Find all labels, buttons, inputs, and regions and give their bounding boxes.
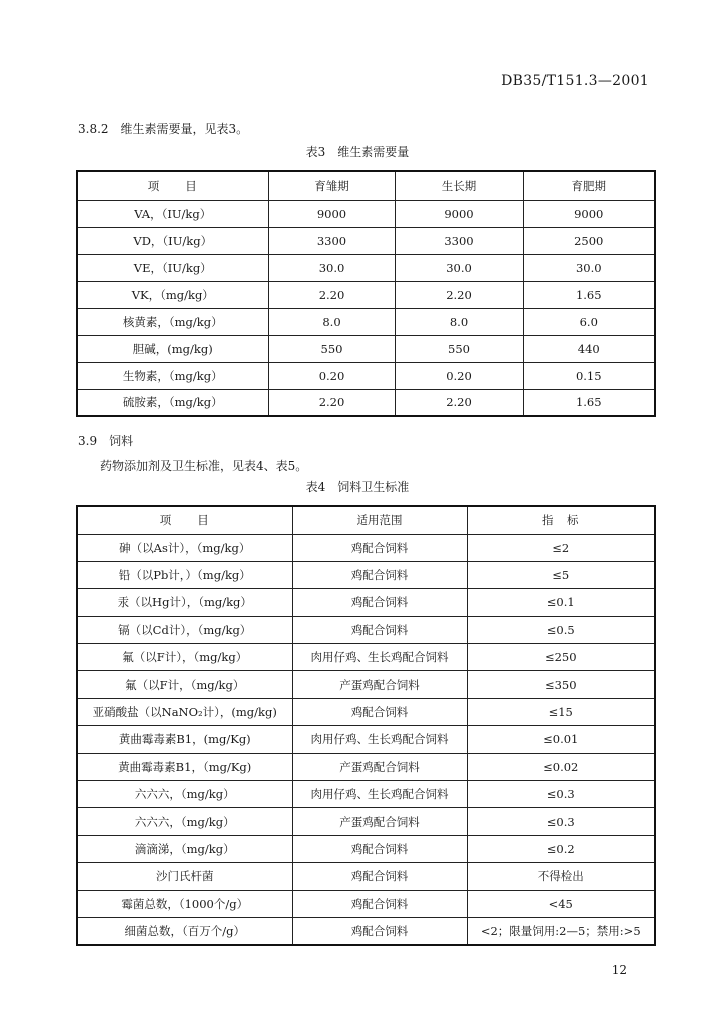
table3-header-item: 项 目 <box>77 171 268 200</box>
cell: 9000 <box>268 200 395 227</box>
table-row <box>77 698 655 725</box>
table3-header-brooding: 育雏期 <box>268 171 395 200</box>
cell: ≤0.3 <box>467 808 655 835</box>
cell: 鸡配合饲料 <box>292 835 467 862</box>
cell: 鸡配合饲料 <box>292 589 467 616</box>
cell: ≤0.3 <box>467 781 655 808</box>
page-number: 12 <box>611 963 627 977</box>
section-3-9-body: 药物添加剂及卫生标准，见表4、表5。 <box>100 459 308 473</box>
table-row <box>77 389 655 416</box>
table-row <box>77 890 655 917</box>
cell: ≤0.01 <box>467 726 655 753</box>
table-row <box>77 281 655 308</box>
cell: VE，（IU/kg） <box>77 254 268 281</box>
cell: 1.65 <box>523 389 655 416</box>
cell: 0.15 <box>523 362 655 389</box>
cell: 440 <box>523 335 655 362</box>
table-row <box>77 781 655 808</box>
cell: 3300 <box>268 227 395 254</box>
cell: 产蛋鸡配合饲料 <box>292 671 467 698</box>
cell: 镉（以Cd计），（mg/kg） <box>77 616 292 643</box>
cell: ≤0.5 <box>467 616 655 643</box>
cell: 鸡配合饲料 <box>292 863 467 890</box>
table-row <box>77 200 655 227</box>
cell: 1.65 <box>523 281 655 308</box>
cell: 30.0 <box>395 254 523 281</box>
cell: 细菌总数，（百万个/g） <box>77 917 292 944</box>
table3-header-fattening: 育肥期 <box>523 171 655 200</box>
cell: 550 <box>395 335 523 362</box>
cell: 0.20 <box>395 362 523 389</box>
cell: VA，（IU/kg） <box>77 200 268 227</box>
cell: 汞（以Hg计），（mg/kg） <box>77 589 292 616</box>
cell: ≤0.02 <box>467 753 655 780</box>
table-row <box>77 835 655 862</box>
cell: 六六六，（mg/kg） <box>77 781 292 808</box>
cell: ≤5 <box>467 561 655 588</box>
cell: 胆碱，(mg/kg) <box>77 335 268 362</box>
cell: 肉用仔鸡、生长鸡配合饲料 <box>292 726 467 753</box>
cell: 2.20 <box>268 281 395 308</box>
feed-hygiene-standard-table <box>76 505 656 946</box>
cell: <2；限量饲用:2—5；禁用:>5 <box>467 917 655 944</box>
cell: 鸡配合饲料 <box>292 534 467 561</box>
cell: 9000 <box>523 200 655 227</box>
document-code: DB35/T151.3—2001 <box>501 73 649 89</box>
table4-header-item: 项 目 <box>77 506 292 534</box>
cell: 霉菌总数，（1000个/g） <box>77 890 292 917</box>
cell: 鸡配合饲料 <box>292 561 467 588</box>
cell: 滴滴涕，（mg/kg） <box>77 835 292 862</box>
table-row <box>77 863 655 890</box>
cell: 沙门氏杆菌 <box>77 863 292 890</box>
table4-header-scope: 适用范围 <box>292 506 467 534</box>
cell: 生物素，（mg/kg） <box>77 362 268 389</box>
section-3-8-2-text: 3.8.2 维生素需要量，见表3。 <box>78 122 249 136</box>
table-row <box>77 335 655 362</box>
cell: 黄曲霉毒素B1，（mg/Kg) <box>77 753 292 780</box>
table-row <box>77 589 655 616</box>
cell: <45 <box>467 890 655 917</box>
cell: ≤0.2 <box>467 835 655 862</box>
cell: 9000 <box>395 200 523 227</box>
table4-header-row <box>77 506 655 534</box>
table-row <box>77 254 655 281</box>
cell: 8.0 <box>268 308 395 335</box>
cell: 鸡配合饲料 <box>292 917 467 944</box>
table-row <box>77 726 655 753</box>
table-row <box>77 671 655 698</box>
cell: 砷（以As计），（mg/kg） <box>77 534 292 561</box>
cell: 肉用仔鸡、生长鸡配合饲料 <box>292 781 467 808</box>
cell: ≤2 <box>467 534 655 561</box>
cell: 肉用仔鸡、生长鸡配合饲料 <box>292 644 467 671</box>
cell: VK，（mg/kg） <box>77 281 268 308</box>
table-row <box>77 534 655 561</box>
cell: ≤350 <box>467 671 655 698</box>
table-row <box>77 561 655 588</box>
cell: 3300 <box>395 227 523 254</box>
cell: 鸡配合饲料 <box>292 616 467 643</box>
table3-header-row <box>77 171 655 200</box>
cell: 氟（以F计，（mg/kg） <box>77 671 292 698</box>
section-3-9-title: 3.9 饲料 <box>78 434 134 448</box>
cell: 2500 <box>523 227 655 254</box>
cell: 30.0 <box>268 254 395 281</box>
table-row <box>77 644 655 671</box>
table-row <box>77 227 655 254</box>
cell: VD，（IU/kg） <box>77 227 268 254</box>
vitamin-requirement-table <box>76 170 656 417</box>
cell: 黄曲霉毒素B1，(mg/Kg) <box>77 726 292 753</box>
cell: 产蛋鸡配合饲料 <box>292 808 467 835</box>
cell: 30.0 <box>523 254 655 281</box>
cell: 6.0 <box>523 308 655 335</box>
table-row <box>77 917 655 944</box>
table-row <box>77 753 655 780</box>
cell: 8.0 <box>395 308 523 335</box>
cell: 不得检出 <box>467 863 655 890</box>
cell: 2.20 <box>395 389 523 416</box>
cell: 硫胺素，（mg/kg） <box>77 389 268 416</box>
cell: 六六六，（mg/kg） <box>77 808 292 835</box>
table4-header-index: 指 标 <box>467 506 655 534</box>
cell: ≤0.1 <box>467 589 655 616</box>
cell: ≤15 <box>467 698 655 725</box>
table-row <box>77 616 655 643</box>
cell: 550 <box>268 335 395 362</box>
cell: ≤250 <box>467 644 655 671</box>
cell: 氟（以F计），（mg/kg） <box>77 644 292 671</box>
cell: 2.20 <box>268 389 395 416</box>
cell: 0.20 <box>268 362 395 389</box>
cell: 2.20 <box>395 281 523 308</box>
cell: 鸡配合饲料 <box>292 698 467 725</box>
table-row <box>77 808 655 835</box>
table-row <box>77 362 655 389</box>
table4-caption: 表4 饲料卫生标准 <box>305 480 410 494</box>
table3-caption: 表3 维生素需要量 <box>305 145 410 159</box>
cell: 铅（以Pb计，）（mg/kg） <box>77 561 292 588</box>
table-row <box>77 308 655 335</box>
cell: 核黄素，（mg/kg） <box>77 308 268 335</box>
cell: 产蛋鸡配合饲料 <box>292 753 467 780</box>
cell: 亚硝酸盐（以NaNO₂计），(mg/kg) <box>77 698 292 725</box>
cell: 鸡配合饲料 <box>292 890 467 917</box>
table3-header-growing: 生长期 <box>395 171 523 200</box>
